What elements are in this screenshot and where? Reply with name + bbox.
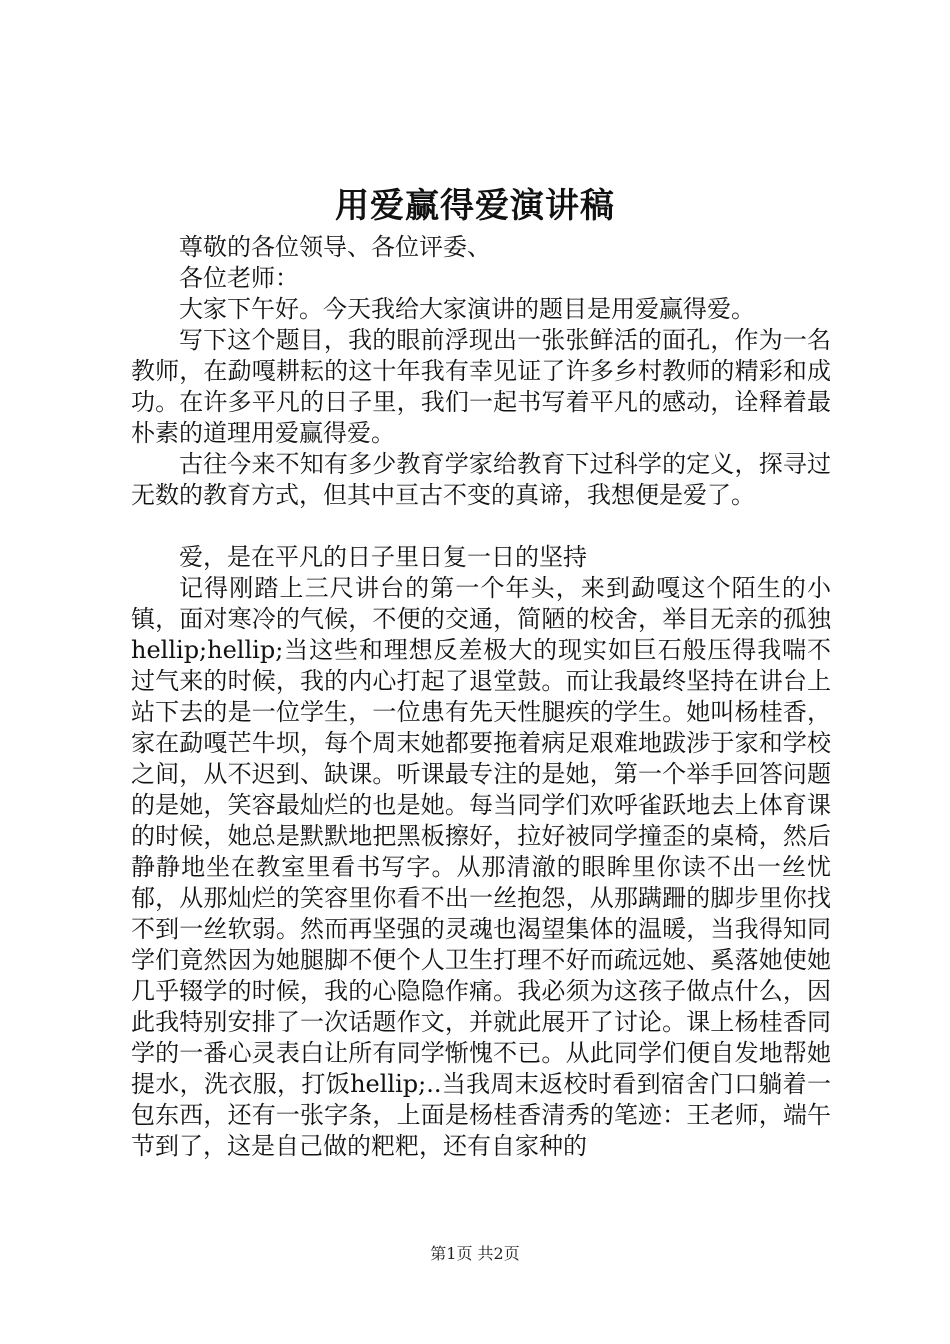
body-paragraph: 古往今来不知有多少教育学家给教育下过科学的定义，探寻过无数的教育方式，但其中亘古不变的真谛，我想便是爱了。: [131, 450, 831, 509]
greeting-paragraph: 大家下午好。今天我给大家演讲的题目是用爱赢得爱。: [179, 295, 755, 323]
salutation-line-1: 尊敬的各位领导、各位评委、: [179, 233, 491, 261]
section-heading: 爱，是在平凡的日子里日复一日的坚持: [179, 543, 587, 571]
page-number-footer: 第1页 共2页: [430, 1244, 520, 1263]
salutation-line-2: 各位老师：: [179, 264, 299, 292]
body-paragraph: 写下这个题目，我的眼前浮现出一张张鲜活的面孔，作为一名教师，在勐嘎耕耘的这十年我有幸见证了许多乡村教师的精彩和成功。在许多平凡的日子里，我们一起书写着平凡的感动，诠释着最朴素的道理用爱赢得爱。: [131, 326, 831, 447]
body-paragraph: 记得刚踏上三尺讲台的第一个年头，来到勐嘎这个陌生的小镇，面对寒冷的气候，不便的交通，简陋的校舍，举目无亲的孤独hellip;hellip;当这些和理想反差极大的现实如巨石般压得我喘不过气来的时候，我的内心打起了退堂鼓。而让我最终坚持在讲台上站下去的是一位学生，一位患有先天性腿疾的学生。她叫杨桂香，家在勐嘎芒牛坝，每个周末她都要拖着病足艰难地跋涉于家和学校之间，从不迟到、缺课。听课最专注的是她，第一个举手回答问题的是她，笑容最灿烂的也是她。每当同学们欢呼雀跃地去上体育课的时候，她总是默默地把黑板擦好，拉好被同学撞歪的桌椅，然后静静地坐在教室里看书写字。从那清澈的眼眸里你读不出一丝忧郁，从那灿烂的笑容里你看不出一丝抱怨，从那蹒跚的脚步里你找不到一丝软弱。然而再坚强的灵魂也渴望集体的温暖，当我得知同学们竟然因为她腿脚不便个人卫生打理不好而疏远她、奚落她使她几乎辍学的时候，我的心隐隐作痛。我必须为这孩子做点什么，因此我特别安排了一次话题作文，并就此展开了讨论。课上杨桂香同学的一番心灵表白让所有同学惭愧不已。从此同学们便自发地帮她提水，洗衣服，打饭hellip;..当我周末返校时看到宿舍门口躺着一包东西，还有一张字条，上面是杨桂香清秀的笔迹：王老师，端午节到了，这是自己做的粑粑，还有自家种的: [131, 574, 831, 1160]
document-title: 用爱赢得爱演讲稿: [335, 186, 615, 226]
document-body: [131, 232, 831, 1162]
